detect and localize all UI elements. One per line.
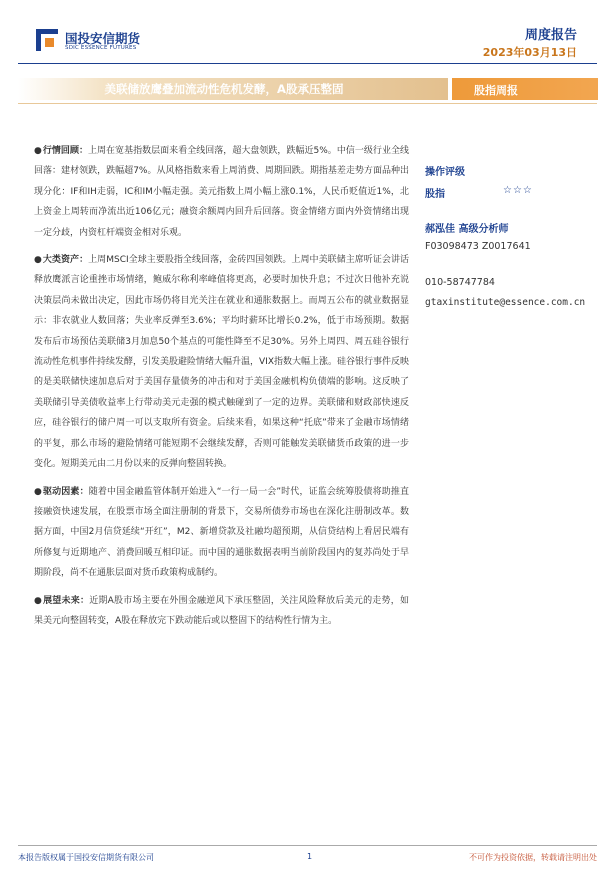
paragraph-text: 上周MSCI全球主要股指全线回落，金砖四国领跌。上周中美联储主席听证会讲话释放鹰派言论重挫市场情绪，鲍威尔称利率峰值将更高，必要时加快升息；不过次日他补充说决策层尚未做出决定，因此市场仍将目光关注在就业和通胀数据上。而周五公布的就业数据显示：非农就业人数回落；失业率反弹至3.6%；平均时薪环比增长0.2%，低于市场预期。数据发布后市场预估美联储3月加息50个基点的可能性降至不足30%。另外上周四、周五硅谷银行流动性危机事件持续发酵，引发美股避险情绪大幅升温，VIX指数大幅上涨。硅谷银行事件反映的是美联储快速加息后对于美国存量债务的冲击和对于美国金融机构负债端的影响。这反映了美联储引导美债收益率上行带动美元走强的模式触碰到了一定的边界。美联储和财政部快速反应，硅谷银行的储户周一可以支取所有资金。后续来看，如果这种“托底”带来了金融市场情绪的平复，那么市场的避险情绪可能短期不会继续发酵，否则可能触发美联储货币政策的进一步变化。短期美元由二月份以来的反弹向整固转换。 <box>34 255 409 470</box>
paragraph-heading: 行情回顾： <box>42 146 88 156</box>
paragraph-heading: 驱动因素： <box>43 486 89 497</box>
rating-stars-icon: ☆☆☆ <box>503 185 533 196</box>
report-date: 2023年03月13日 <box>482 46 577 59</box>
analyst-email[interactable]: gtaxinstitute@essence.com.cn <box>425 297 586 308</box>
paragraph-heading: 展望未来： <box>43 595 90 606</box>
bullet-icon: ● <box>34 146 42 156</box>
report-title: 美联储放鹰叠加流动性危机发酵，A股承压整固 <box>104 82 344 96</box>
analyst-phone: 010-58747784 <box>425 277 495 288</box>
analyst-name: 郝泓佳 高级分析师 <box>425 224 509 235</box>
index-label: 股指 <box>425 189 445 200</box>
paragraph-assets <box>34 250 409 474</box>
report-category-tag <box>452 78 598 100</box>
page-number: 1 <box>307 852 313 861</box>
paragraph-review <box>34 141 409 243</box>
report-type: 周度报告 <box>524 28 577 43</box>
paragraph-drivers <box>34 482 409 584</box>
report-body <box>34 141 409 638</box>
paragraph-text: 近期A股市场主要在外围金融逆风下承压整固，关注风险释放后美元的走势，如果美元向整固转变，A股在释放完下跌动能后或以整固下的结构性行情为主。 <box>34 595 409 626</box>
banner-divider <box>18 103 597 104</box>
header-divider <box>18 63 597 64</box>
company-logo <box>35 28 195 56</box>
analyst-cert-number: F03098473 Z0017641 <box>425 241 531 252</box>
paragraph-text: 随着中国金融监管体制开始进入“一行一局一会”时代，证监会统筹股债将助推直接融资快速发展，在股票市场全面注册制的背景下，交易所债券市场也在深化注册制改革。数据方面，中国2月信贷延续“开红”，M2、新增贷款及社融均超预期，从信贷结构上看居民端有所修复与近期地产、消费回暖互相印证。而中国的通胀数据表明当前阶段国内的复苏尚处于早期阶段，尚不在通胀层面对货币政策构成制约。 <box>34 486 409 579</box>
rating-title: 操作评级 <box>425 167 465 178</box>
paragraph-outlook <box>34 591 409 632</box>
bullet-icon: ● <box>34 486 42 497</box>
footer-divider <box>18 845 597 846</box>
copyright-notice: 本报告版权属于国投安信期货有限公司 <box>18 853 154 862</box>
bullet-icon: ● <box>34 255 42 266</box>
logo-mark-icon <box>35 28 59 52</box>
paragraph-text: 上周在宽基指数层面来看全线回落，超大盘领跌，跌幅近5%。中信一级行业全线回落：建材领跌，跌幅超7%。从风格指数来看上周消费、周期回跌。期指基差走势方面品种出现分化：IF和IH走弱，IC和IM小幅走强。美元指数上周小幅上涨0.1%，人民币贬值近1%，北上资金上周转而净流出近106亿元；融资余额周内回升后回落。资金情绪方面内外资情绪出现一定分歧，内资杠杆端资金相对乐观。 <box>34 146 409 238</box>
report-category-label: 股指周报 <box>474 84 518 97</box>
logo-cn-text: 国投安信期货 <box>65 31 141 46</box>
paragraph-heading: 大类资产： <box>42 255 89 266</box>
bullet-icon: ● <box>34 595 43 606</box>
logo-en-text: SDIC ESSENCE FUTURES <box>65 45 137 51</box>
disclaimer-notice: 不可作为投资依据，转载请注明出处 <box>469 853 597 862</box>
